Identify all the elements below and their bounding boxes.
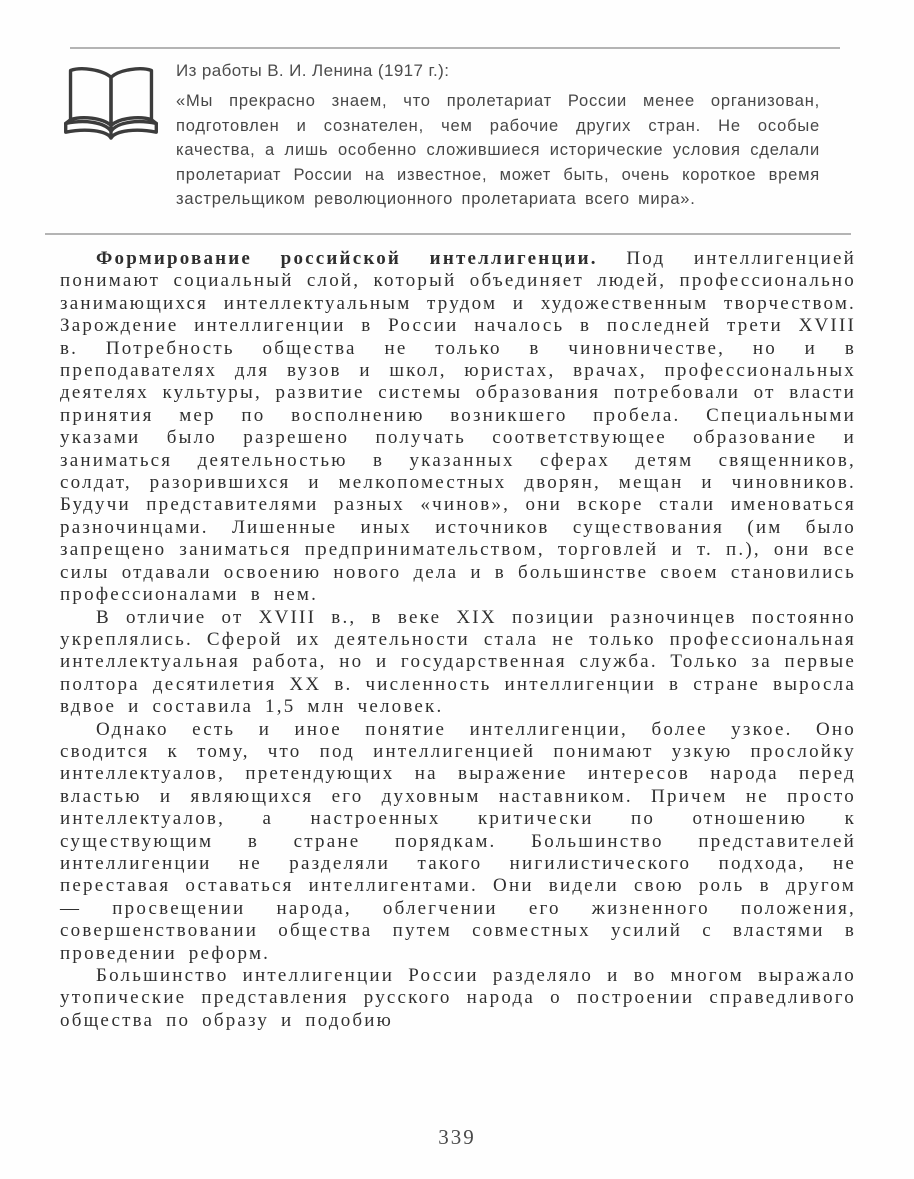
paragraph-lead: Формирование российской интеллигенции.: [96, 248, 598, 269]
body-paragraph: [60, 248, 856, 607]
body-paragraph: [60, 965, 856, 1032]
source-quote-block: [58, 58, 820, 212]
page-number: 339: [438, 1125, 476, 1149]
quote-attribution: Из работы В. И. Ленина (1917 г.):: [176, 61, 450, 80]
quote-text-column: [176, 58, 820, 212]
section-divider: [45, 233, 851, 235]
open-book-icon: [58, 60, 164, 160]
paragraph-text: Большинство интеллигенции России разделяло и во многом выражало утопические представления русского народа о построении справедливого общества по образу и подобию: [60, 965, 856, 1031]
paragraph-text: Однако есть и иное понятие интеллигенции, более узкое. Оно сводится к тому, что под интеллигенцией понимают узкую прослойку интеллектуалов, претендующих на выражение интересов народа перед властью и являющихся его духовным наставником. Причем не просто интеллектуалов, а настроенных критически по отношению к существующим в стране порядкам. Большинство представителей интеллигенции не разделяли такого нигилистического подхода, не переставая оставаться интеллигентами. Они видели свою роль в другом — просвещении народа, облегчении его жизненного положения, совершенствовании общества путем совместных усилий с властями в проведении реформ.: [60, 718, 856, 964]
paragraph-text: Под интеллигенцией понимают социальный слой, который объединяет людей, профессионально занимающихся интеллектуальным трудом и художественным творчеством. Зарождение интеллигенции в России началось в последней трети XVIII в. Потребность общества не только в чиновничестве, но и в преподавателях для вузов и школ, юристах, врачах, профессиональных деятелях культуры, развитие системы образования потребовали от власти принятия мер по восполнению возникшего пробела. Специальными указами было разрешено получать соответствующее образование и заниматься деятельностью в указанных сферах детям священников, солдат, разорившихся и мелкопоместных дворян, мещан и чиновников. Будучи представителями разных «чинов», они вскоре стали именоваться разночинцами. Лишенные иных источников существования (им было запрещено заниматься предпринимательством, торговлей и т. п.), они все силы отдавали освоению нового дела и в большинстве своем становились профессионалами в нем.: [60, 248, 856, 606]
body-paragraph: [60, 719, 856, 965]
top-divider: [70, 47, 840, 49]
quote-text: «Мы прекрасно знаем, что пролетариат России менее организован, подготовлен и сознателен, чем рабочие других стран. Не особые качества, а лишь особенно сложившиеся исторические условия сделали пролетариат России на известное, может быть, очень короткое время застрельщиком революционного пролетариата всего мира».: [176, 92, 820, 208]
main-text: [60, 248, 856, 1032]
body-paragraph: [60, 607, 856, 719]
paragraph-text: В отличие от XVIII в., в веке XIX позиции разночинцев постоянно укреплялись. Сферой их деятельности стала не только профессиональная интеллектуальная работа, но и государственная служба. Только за первые полтора десятилетия XX в. численность интеллигенции в стране выросла вдвое и составила 1,5 млн человек.: [60, 606, 856, 718]
